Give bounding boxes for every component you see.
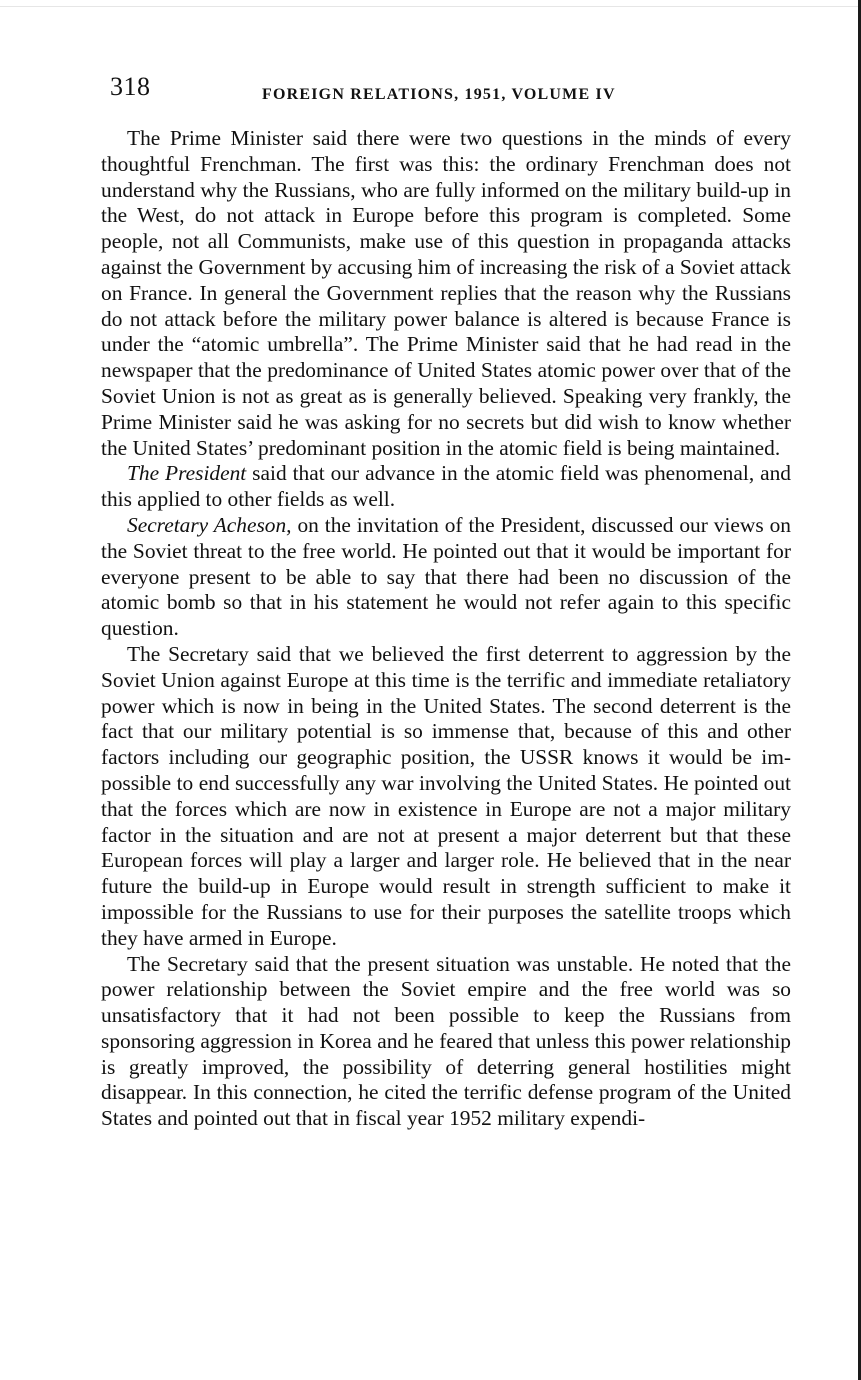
paragraph-text: The Secretary said that we believed the first deterrent to aggression by the Soviet Union against Europe at this time is the terrific and immediate retaliatory power which is now in being in the United States. The second deterrent is the fact that our military potential is so immense that, because of this and other factors including our geographic position, the USSR knows it would be impossible to end successfully any war involving the United States. He pointed out that the forces which are now in existence in Europe are not a major military factor in the situation and are not at present a major deterrent but that these European forces will play a larger and larger role. He believed that in the near future the build-up in Europe would result in strength sufficient to make it impossible for the Russians to use for their purposes the satellite troops which they have armed in Europe. [101,641,791,950]
paragraph-deterrents [101,642,791,952]
speaker-name: Secretary Acheson, [127,512,292,537]
paragraph-text: The Secretary said that the present situation was unstable. He noted that the power relationship between the Soviet empire and the free world was so unsatisfactory that it had not been possible to keep the Russians from sponsoring aggression in Korea and he feared that unless this power relationship is greatly improved, the possibility of deterring general hostilities might disappear. In this connection, he cited the terrific defense program of the United States and pointed out that in fiscal year 1952 military expendi- [101,951,791,1131]
running-title: FOREIGN RELATIONS, 1951, VOLUME IV [262,86,616,103]
paragraph-president-reply [101,461,791,513]
paragraph-prime-minister-questions [101,126,791,461]
paragraph-text: on the invitation of the President, discussed our views on the Soviet threat to the free world. He pointed out that it would be important for everyone present to be able to say that there had been no discussion of the atomic bomb so that in his statement he would not refer again to this specific question. [101,512,791,641]
body-text [101,126,791,1132]
page-header [110,72,790,108]
paragraph-text: The Prime Minister said there were two questions in the minds of every thoughtful Frenchman. The first was this: the ordinary Frenchman does not understand why the Russians, who are fully informed on the military build-up in the West, do not attack in Europe before this program is completed. Some people, not all Communists, make use of this question in propaganda attacks against the Government by accusing him of increasing the risk of a Soviet attack on France. In general the Government replies that the reason why the Russians do not attack before the military power balance is altered is because France is under the “atomic umbrella”. The Prime Minister said that he had read in the newspaper that the predominance of United States atomic power over that of the Soviet Union is not as great as is generally believed. Speaking very frankly, the Prime Minister said he was asking for no secrets but did wish to know whether the United States’ predominant position in the atomic field is being maintained. [101,126,791,460]
speaker-name: The President [127,461,247,486]
paragraph-acheson-views [101,513,791,642]
page-number: 318 [110,72,151,101]
paragraph-unstable-situation [101,952,791,1133]
page-top-edge [0,0,861,7]
paragraph-text: said that our advance in the atomic field was phenomenal, and this applied to other fields as well. [101,461,792,512]
